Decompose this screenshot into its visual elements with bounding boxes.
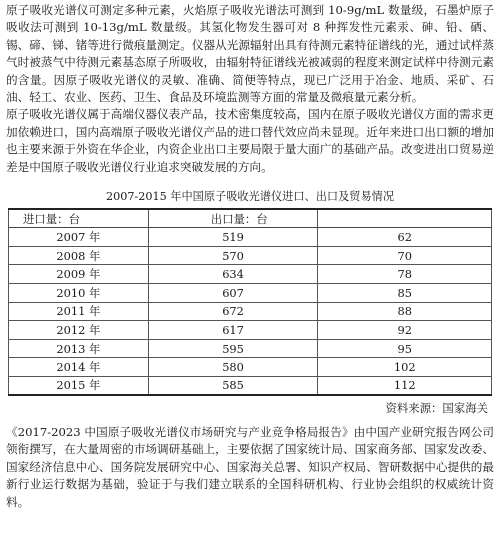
table-title: 2007-2015 年中国原子吸收光谱仪进口、出口及贸易情况 <box>105 190 395 204</box>
cell-import: 70 <box>318 246 492 265</box>
cell-import: 78 <box>318 265 492 284</box>
table-row <box>9 376 492 395</box>
cell-import: 95 <box>318 339 492 358</box>
cell-export: 519 <box>148 228 318 247</box>
table-row <box>9 358 492 377</box>
trade-table <box>8 208 492 396</box>
paragraph-intro: 原子吸收光谱仪可测定多种元素，火焰原子吸收光谱法可测到 10-9g/mL 数量级，石墨炉原子吸收法可测到 10-13g/mL 数量级。其氢化物发生器可对 8 种挥发性元素汞、砷、铅、硒、锡、碲、锑、锗等进行微痕量测定。仪器从光源辐射出具有待测元素特征谱线的光，通过试样蒸气时被蒸气中待测元素基态原子所吸收，由辐射特征谱线光被减弱的程度来测定试样中待测元素的含量。因原子吸收光谱仪的灵敏、准确、简便等特点，现已广泛用于冶金、地质、采矿、石油、轻工、农业、医药、卫生、食品及环境监测等方面的常量及微痕量元素分析。 <box>6 3 494 105</box>
cell-export: 595 <box>148 339 318 358</box>
table-row <box>9 302 492 321</box>
header-export-volume: 出口量：台 <box>148 209 318 228</box>
cell-import: 62 <box>318 228 492 247</box>
data-source: 资料来源：国家海关 <box>385 401 488 415</box>
cell-year: 2013 年 <box>9 339 149 358</box>
cell-year: 2009 年 <box>9 265 149 284</box>
cell-import: 88 <box>318 302 492 321</box>
paragraph-trade: 原子吸收光谱仪属于高端仪器仪表产品，技术密集度较高，国内在原子吸收光谱仪方面的需求更加依赖进口，国内高端原子吸收光谱仪产品的进口替代效应尚未显现。近年来进口出口额的增加也主要来源于外资在华企业，内资企业出口主要局限于量大面广的基础产品。改变进出口贸易逆差是中国原子吸收光谱仪行业追求突破发展的方向。 <box>6 107 494 174</box>
cell-export: 617 <box>148 321 318 340</box>
header-empty <box>318 209 492 228</box>
table-header-row <box>9 209 492 228</box>
cell-export: 585 <box>148 376 318 395</box>
cell-export: 634 <box>148 265 318 284</box>
table-row <box>9 339 492 358</box>
cell-export: 607 <box>148 283 318 302</box>
cell-export: 570 <box>148 246 318 265</box>
table-row <box>9 321 492 340</box>
cell-year: 2007 年 <box>9 228 149 247</box>
cell-import: 112 <box>318 376 492 395</box>
table-row <box>9 246 492 265</box>
cell-export: 672 <box>148 302 318 321</box>
cell-year: 2008 年 <box>9 246 149 265</box>
cell-import: 92 <box>318 321 492 340</box>
table-row <box>9 228 492 247</box>
cell-year: 2015 年 <box>9 376 149 395</box>
cell-year: 2012 年 <box>9 321 149 340</box>
cell-year: 2010 年 <box>9 283 149 302</box>
table-row <box>9 283 492 302</box>
cell-import: 85 <box>318 283 492 302</box>
header-import-volume: 进口量：台 <box>9 209 149 228</box>
cell-year: 2011 年 <box>9 302 149 321</box>
cell-year: 2014 年 <box>9 358 149 377</box>
cell-import: 102 <box>318 358 492 377</box>
cell-export: 580 <box>148 358 318 377</box>
paragraph-report-note: 《2017-2023 中国原子吸收光谱仪市场研究与产业竞争格局报告》由中国产业研究报告网公司领衔撰写，在大量周密的市场调研基础上，主要依据了国家统计局、国家商务部、国家发改委、国家经济信息中心、国务院发展研究中心、国家海关总署、知识产权局、智研数据中心提供的最新行业运行数据为基础，验证于与我们建立联系的全国科研机构、行业协会组织的权威统计资料。 <box>6 425 494 509</box>
table-row <box>9 265 492 284</box>
